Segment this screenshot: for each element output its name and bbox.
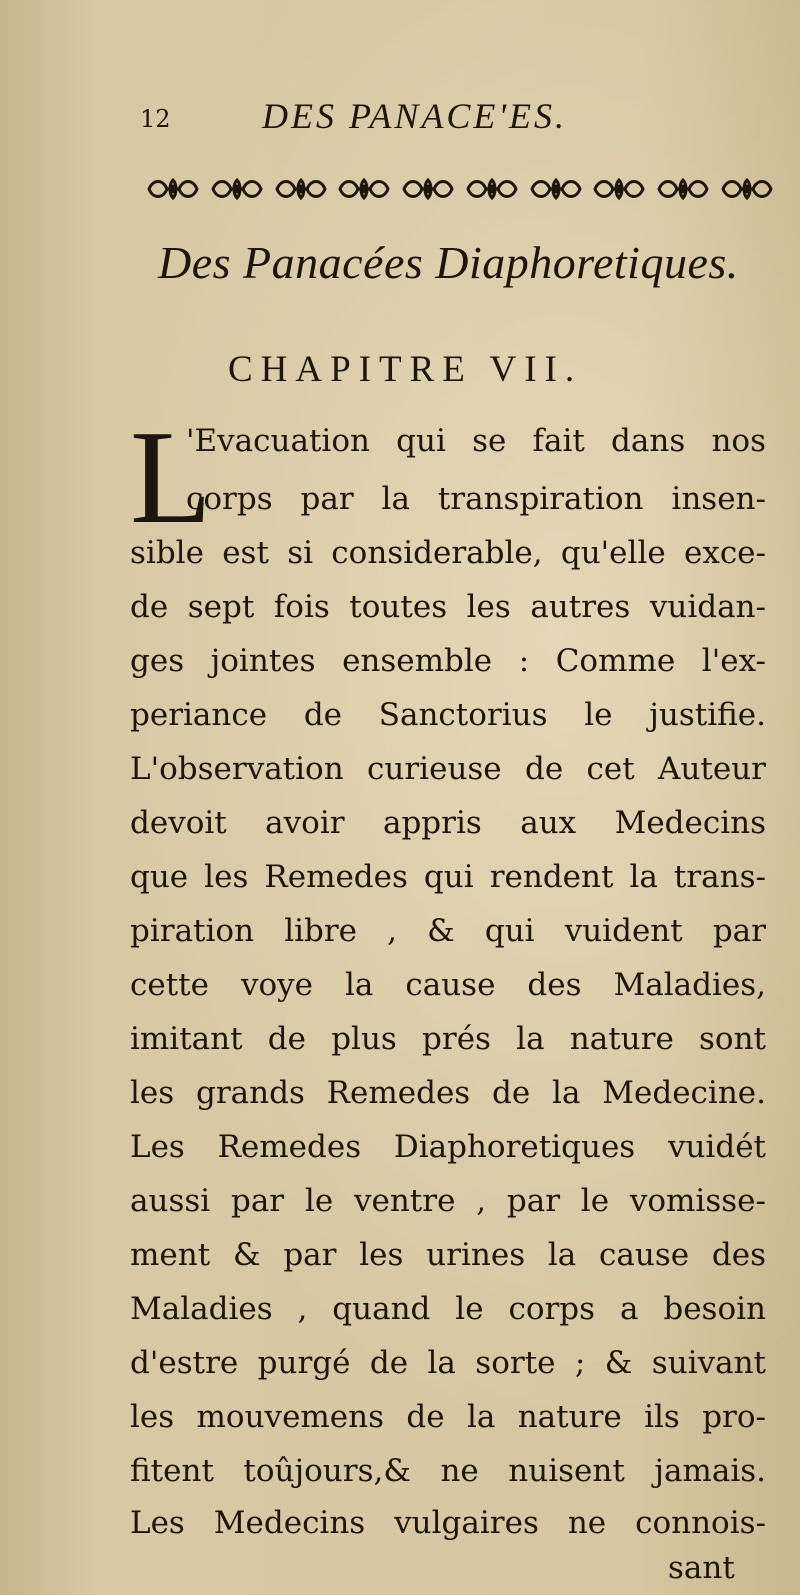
chapter-heading: CHAPITRE VII.	[228, 349, 583, 390]
printers-fleuron-icon	[336, 174, 392, 204]
running-title: DES PANACE'ES.	[262, 96, 568, 136]
text-line: 'Evacuation qui se fait dans nos	[186, 423, 766, 459]
page-header	[140, 95, 760, 140]
text-line: Maladies , quand le corps a besoin	[130, 1291, 766, 1327]
printers-fleuron-icon	[528, 174, 584, 204]
text-line: ges jointes ensemble : Comme l'ex-	[130, 643, 766, 679]
printers-fleuron-icon	[655, 174, 711, 204]
catchword: sant	[668, 1550, 735, 1586]
text-line: de sept fois toutes les autres vuidan-	[130, 589, 766, 625]
printers-fleuron-icon	[209, 174, 265, 204]
text-line: sible est si considerable, qu'elle exce-	[130, 535, 766, 571]
text-line: imitant de plus prés la nature sont	[130, 1021, 766, 1057]
text-line: cette voye la cause des Maladies,	[130, 967, 766, 1003]
ornament-band	[145, 172, 775, 206]
text-line: periance de Sanctorius le justifie.	[130, 697, 766, 733]
text-line: Les Remedes Diaphoretiques vuidét	[130, 1129, 766, 1165]
printers-fleuron-icon	[719, 174, 775, 204]
printers-fleuron-icon	[591, 174, 647, 204]
text-line: les mouvemens de la nature ils pro-	[130, 1399, 766, 1435]
text-line: devoit avoir appris aux Medecins	[130, 805, 766, 841]
text-line: L'observation curieuse de cet Auteur	[130, 751, 766, 787]
text-line: fitent toûjours,& ne nuisent jamais.	[130, 1453, 766, 1489]
text-line: ment & par les urines la cause des	[130, 1237, 766, 1273]
printers-fleuron-icon	[273, 174, 329, 204]
text-line: aussi par le ventre , par le vomisse-	[130, 1183, 766, 1219]
text-line: les grands Remedes de la Medecine.	[130, 1075, 766, 1111]
text-line: corps par la transpiration insen-	[186, 481, 766, 517]
printers-fleuron-icon	[400, 174, 456, 204]
printers-fleuron-icon	[145, 174, 201, 204]
text-line: que les Remedes qui rendent la trans-	[130, 859, 766, 895]
text-line: piration libre , & qui vuident par	[130, 913, 766, 949]
section-title: Des Panacées Diaphoretiques.	[158, 237, 739, 288]
drop-cap: L	[130, 403, 212, 551]
printers-fleuron-icon	[464, 174, 520, 204]
page-number: 12	[140, 105, 171, 133]
text-line: Les Medecins vulgaires ne connois-	[130, 1505, 766, 1541]
text-line: d'estre purgé de la sorte ; & suivant	[130, 1345, 766, 1381]
